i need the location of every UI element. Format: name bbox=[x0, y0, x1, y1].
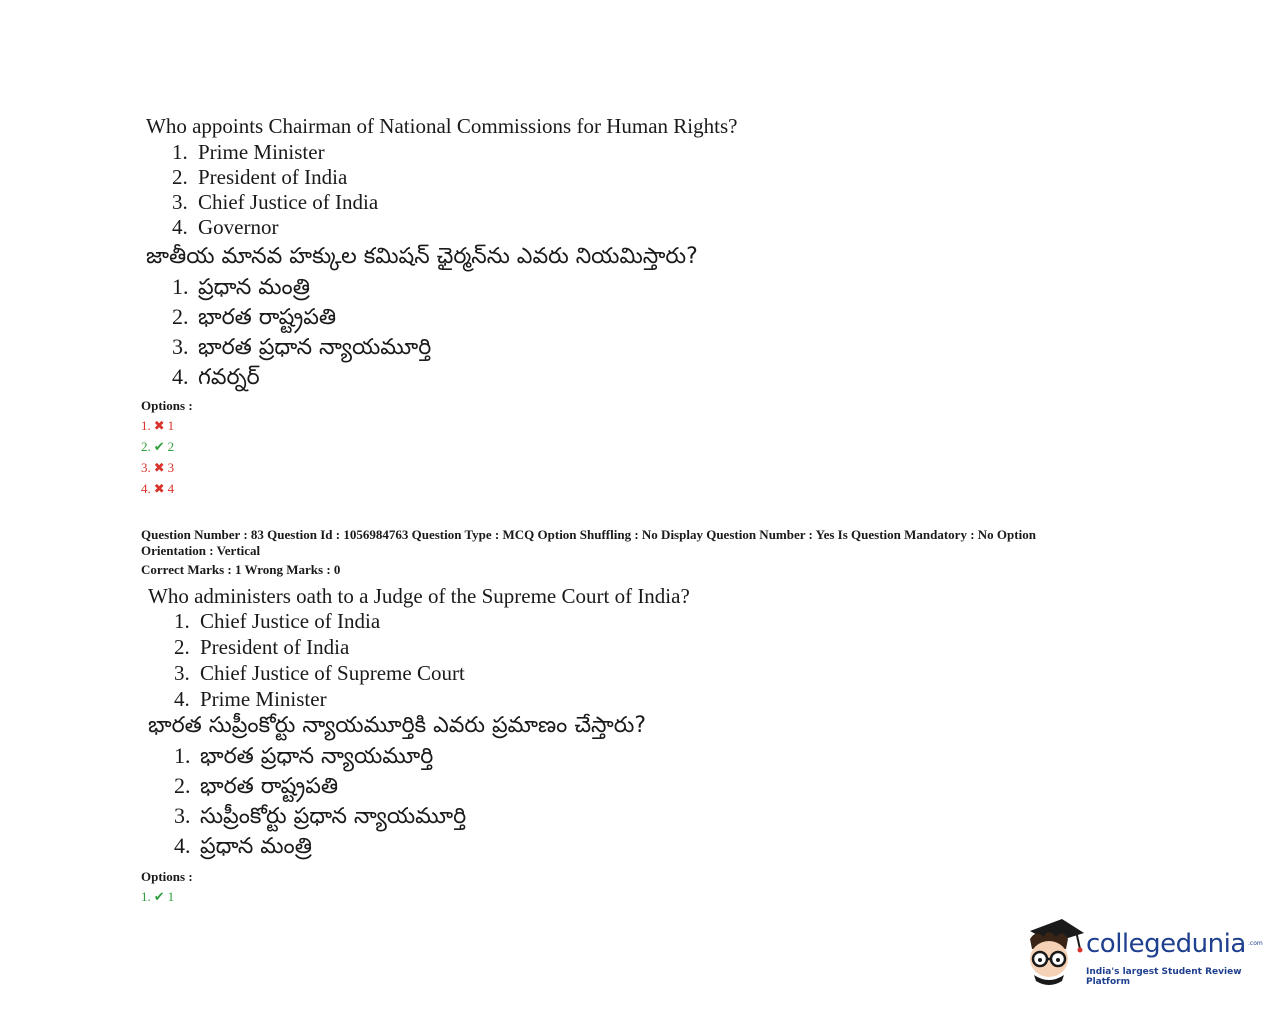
answer-option-2: 2. ✔ 2 bbox=[141, 439, 175, 455]
option-te-4: 4. గవర్నర్ bbox=[172, 364, 260, 390]
logo-tagline: India's largest Student Review Platform bbox=[1086, 967, 1242, 987]
question-meta-line-2: Orientation : Vertical bbox=[141, 543, 261, 558]
logo-dotcom: .com bbox=[1248, 940, 1263, 947]
option-te-4: 4. ప్రధాన మంత్రి bbox=[174, 833, 312, 859]
options-label: Options : bbox=[141, 869, 193, 884]
answer-option-1: 1. ✔ 1 bbox=[141, 889, 175, 905]
option-en-4: 4. Prime Minister bbox=[174, 687, 327, 711]
question-marks: Correct Marks : 1 Wrong Marks : 0 bbox=[141, 562, 341, 577]
option-en-4: 4. Governor bbox=[172, 215, 279, 239]
option-en-2: 2. President of India bbox=[174, 635, 350, 659]
question-text-en: Who appoints Chairman of National Commissions for Human Rights? bbox=[146, 114, 738, 138]
answer-option-4: 4. ✖ 4 bbox=[141, 481, 175, 497]
collegedunia-logo[interactable] bbox=[1022, 915, 1262, 995]
question-meta-line-1: Question Number : 83 Question Id : 1056984763 Question Type : MCQ Option Shuffling : No Display Question Number : Yes Is Question Mandatory : No Option bbox=[141, 527, 1036, 542]
option-te-2: 2. భారత రాష్ట్రపతి bbox=[174, 773, 339, 799]
option-en-3: 3. Chief Justice of India bbox=[172, 190, 379, 214]
check-icon: ✔ bbox=[153, 440, 165, 455]
answer-option-3: 3. ✖ 3 bbox=[141, 460, 175, 476]
answer-option-1: 1. ✖ 1 bbox=[141, 418, 175, 434]
question-text-te: జాతీయ మానవ హక్కుల కమిషన్ ఛైర్మన్‌ను ఎవరు నియమిస్తారు? bbox=[146, 244, 698, 269]
option-te-1: 1. భారత ప్రధాన న్యాయమూర్తి bbox=[174, 743, 434, 769]
question-meta bbox=[141, 527, 1141, 559]
option-te-3: 3. భారత ప్రధాన న్యాయమూర్తి bbox=[172, 334, 432, 360]
option-en-3: 3. Chief Justice of Supreme Court bbox=[174, 661, 465, 685]
cross-icon: ✖ bbox=[153, 482, 165, 497]
question-text-te: భారత సుప్రీంకోర్టు న్యాయమూర్తికి ఎవరు ప్రమాణం చేస్తారు? bbox=[148, 713, 647, 738]
option-te-3: 3. సుప్రీంకోర్టు ప్రధాన న్యాయమూర్తి bbox=[174, 803, 467, 829]
cross-icon: ✖ bbox=[153, 461, 165, 476]
check-icon: ✔ bbox=[153, 890, 165, 905]
option-en-1: 1. Chief Justice of India bbox=[174, 609, 381, 633]
option-te-2: 2. భారత రాష్ట్రపతి bbox=[172, 304, 337, 330]
question-text-en: Who administers oath to a Judge of the Supreme Court of India? bbox=[148, 584, 690, 608]
option-te-1: 1. ప్రధాన మంత్రి bbox=[172, 274, 310, 300]
option-en-2: 2. President of India bbox=[172, 165, 348, 189]
mascot-icon bbox=[1022, 915, 1088, 991]
options-label: Options : bbox=[141, 398, 193, 413]
option-en-1: 1. Prime Minister bbox=[172, 140, 325, 164]
cross-icon: ✖ bbox=[153, 419, 165, 434]
logo-title: collegedunia bbox=[1086, 929, 1246, 959]
